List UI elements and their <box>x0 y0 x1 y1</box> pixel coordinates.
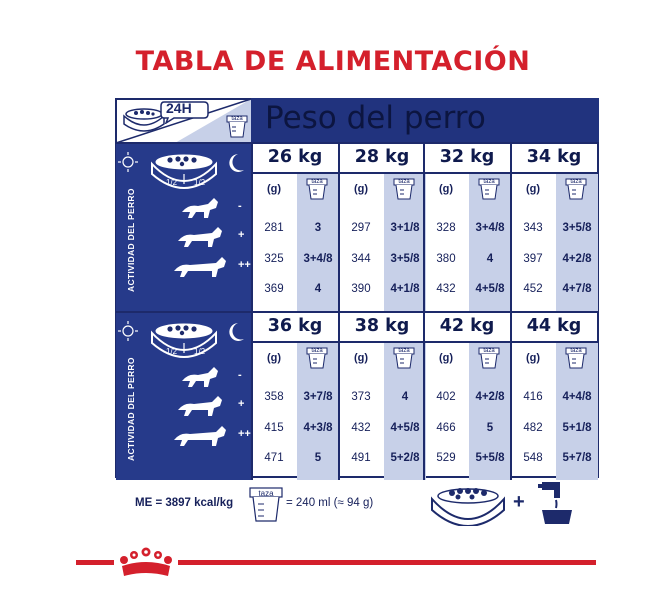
grams-amount-cell: 325 <box>264 253 284 265</box>
weight-header: 32 kg <box>439 147 495 167</box>
activity-label: ACTIVIDAD DEL PERRO <box>126 188 136 292</box>
weight-header: 44 kg <box>526 316 582 336</box>
bowl-half-label: 1/2 <box>166 347 178 356</box>
cup-amount-cell: 4+5/8 <box>390 422 420 434</box>
bowl-half-label: 1/2 <box>166 178 178 187</box>
cup-unit-label: taza <box>398 179 410 185</box>
weight-header: 26 kg <box>267 147 323 167</box>
cup-amount-cell: 3+4/8 <box>303 253 333 265</box>
activity-label: ACTIVIDAD DEL PERRO <box>126 357 136 461</box>
cup-amount-cell: 4+5/8 <box>475 283 505 295</box>
grams-amount-cell: 343 <box>523 222 543 234</box>
weight-header: 38 kg <box>354 316 410 336</box>
activity-mark: ++ <box>238 428 251 440</box>
grams-amount-cell: 471 <box>264 452 284 464</box>
cup-amount-cell: 4+4/8 <box>562 391 592 403</box>
dog-activity-icon <box>178 194 238 220</box>
grams-unit-label: (g) <box>266 183 282 195</box>
energy-value: ME = 3897 kcal/kg <box>135 497 234 509</box>
grams-amount-cell: 380 <box>436 253 456 265</box>
dog-activity-icon <box>174 223 234 249</box>
cup-amount-cell: 3 <box>314 222 322 234</box>
day-night-icon <box>118 321 248 345</box>
cup-amount-cell: 5+1/8 <box>562 422 592 434</box>
dog-activity-icon <box>174 392 234 418</box>
grams-unit-label: (g) <box>353 183 369 195</box>
activity-mark: + <box>238 229 245 241</box>
water-tap-icon <box>536 478 576 528</box>
cup-amount-cell: 5+7/8 <box>562 452 592 464</box>
cup-amount-cell: 4+2/8 <box>562 253 592 265</box>
bowl-half-label: 1/2 <box>194 347 206 356</box>
weight-header-title: Peso del perro <box>265 100 486 136</box>
full-bowl-icon <box>428 484 508 526</box>
grams-amount-cell: 402 <box>436 391 456 403</box>
dog-activity-icon <box>178 363 238 389</box>
cup-amount-cell: 5+2/8 <box>390 452 420 464</box>
bowl-half-label: 1/2 <box>194 178 206 187</box>
plus-sign: + <box>513 491 525 513</box>
grams-amount-cell: 369 <box>264 283 284 295</box>
cup-unit-label: taza <box>483 348 495 354</box>
grams-unit-label: (g) <box>353 352 369 364</box>
cup-amount-cell: 4+2/8 <box>475 391 505 403</box>
activity-mark: + <box>238 398 245 410</box>
grams-amount-cell: 415 <box>264 422 284 434</box>
cup-amount-cell: 5 <box>486 422 494 434</box>
page-title: TABLA DE ALIMENTACIÓN <box>135 46 531 77</box>
cup-amount-cell: 4+3/8 <box>303 422 333 434</box>
cup-amount-cell: 4+1/8 <box>390 283 420 295</box>
cup-amount-cell: 3+4/8 <box>475 222 505 234</box>
cup-amount-cell: 4+7/8 <box>562 283 592 295</box>
cup-unit-label: taza <box>311 179 323 185</box>
grams-amount-cell: 432 <box>351 422 371 434</box>
grams-amount-cell: 358 <box>264 391 284 403</box>
grams-amount-cell: 452 <box>523 283 543 295</box>
grams-amount-cell: 373 <box>351 391 371 403</box>
cup-unit-label: taza <box>483 179 495 185</box>
grams-amount-cell: 491 <box>351 452 371 464</box>
grams-amount-cell: 344 <box>351 253 371 265</box>
royal-crown-logo <box>114 546 178 580</box>
day-night-icon <box>118 152 248 176</box>
grams-unit-label: (g) <box>266 352 282 364</box>
cup-unit-label: taza <box>570 348 582 354</box>
cup-amount-cell: 4 <box>486 253 494 265</box>
grams-amount-cell: 397 <box>523 253 543 265</box>
cup-unit-label: taza <box>311 348 323 354</box>
grams-amount-cell: 328 <box>436 222 456 234</box>
time-badge-label: 24H <box>166 100 192 116</box>
grams-unit-label: (g) <box>438 352 454 364</box>
cup-amount-cell: 3+5/8 <box>390 253 420 265</box>
weight-header: 28 kg <box>354 147 410 167</box>
grams-unit-label: (g) <box>438 183 454 195</box>
cup-unit-label: taza <box>570 179 582 185</box>
cup-legend-label: taza <box>258 489 274 498</box>
grams-amount-cell: 432 <box>436 283 456 295</box>
grams-amount-cell: 466 <box>436 422 456 434</box>
grams-amount-cell: 297 <box>351 222 371 234</box>
cup-amount-cell: 4 <box>401 391 409 403</box>
grams-amount-cell: 548 <box>523 452 543 464</box>
section-divider <box>116 311 598 313</box>
cup-equivalence: = 240 ml (≈ 94 g) <box>286 497 374 509</box>
activity-mark: - <box>238 369 242 381</box>
weight-header: 34 kg <box>526 147 582 167</box>
grams-unit-label: (g) <box>525 183 541 195</box>
dog-activity-icon <box>170 422 230 448</box>
cup-amount-cell: 5 <box>314 452 322 464</box>
cup-amount-cell: 3+5/8 <box>562 222 592 234</box>
grams-amount-cell: 482 <box>523 422 543 434</box>
cup-amount-cell: 5+5/8 <box>475 452 505 464</box>
cup-amount-cell: 3+7/8 <box>303 391 333 403</box>
grams-amount-cell: 281 <box>264 222 284 234</box>
cup-unit-label: taza <box>398 348 410 354</box>
cup-amount-cell: 4 <box>314 283 322 295</box>
grams-amount-cell: 529 <box>436 452 456 464</box>
weight-header: 36 kg <box>267 316 323 336</box>
grams-amount-cell: 390 <box>351 283 371 295</box>
activity-mark: ++ <box>238 259 251 271</box>
grams-unit-label: (g) <box>525 352 541 364</box>
dog-activity-icon <box>170 253 230 279</box>
cup-icon-label: taza <box>231 116 243 122</box>
cup-amount-cell: 3+1/8 <box>390 222 420 234</box>
grams-amount-cell: 416 <box>523 391 543 403</box>
activity-mark: - <box>238 200 242 212</box>
weight-header: 42 kg <box>439 316 495 336</box>
section-divider <box>116 142 598 144</box>
